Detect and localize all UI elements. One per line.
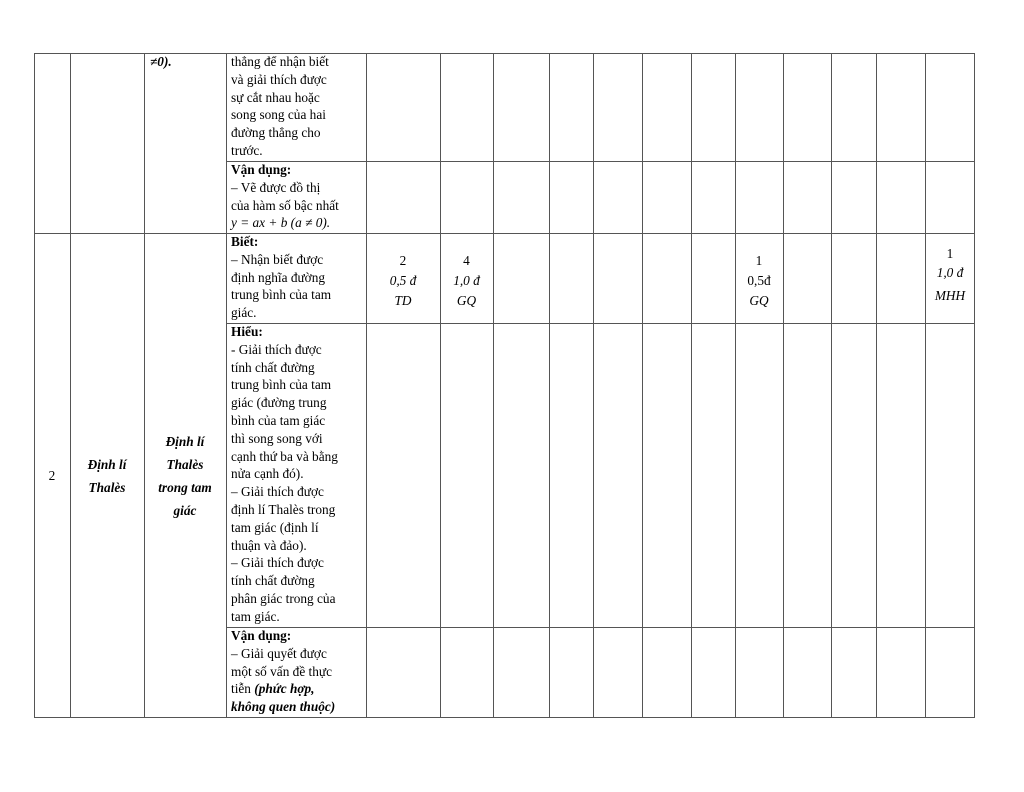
mark-code: MHH [934, 288, 966, 303]
desc-line: tam giác. [231, 608, 280, 624]
desc-line: phân giác trong của [231, 590, 336, 606]
mark-count: 1 [755, 253, 763, 268]
desc-line: định nghĩa đường [231, 269, 326, 285]
lesson-line: trong tam [158, 479, 212, 495]
mark-code: GQ [749, 293, 769, 308]
desc-line: giác. [231, 305, 257, 321]
desc-line: định lí Thalès trong [231, 501, 336, 517]
lesson-line: giác [173, 502, 197, 518]
desc-line: – Giải thích được [231, 555, 324, 571]
desc-line: của hàm số bậc nhất [231, 197, 339, 213]
level-heading: Biết: [231, 234, 259, 249]
desc-line: thuận và đảo). [231, 537, 307, 553]
desc-emphasis: không quen thuộc) [231, 699, 336, 715]
desc-line: giác (đường trung [231, 395, 327, 411]
level-heading: Vận dụng: [231, 162, 292, 177]
desc-line: nửa cạnh đó). [231, 466, 304, 482]
table-grid-lines [34, 53, 975, 718]
desc-line: thẳng để nhận biết [231, 54, 329, 69]
mark-count: 4 [463, 253, 470, 268]
lesson-line: Thalès [166, 456, 204, 472]
desc-line: và giải thích được [231, 71, 327, 87]
desc-line: song song của hai [231, 107, 326, 123]
desc-line: – Giải quyết được [231, 645, 327, 661]
desc-line: – Nhận biết được [231, 251, 324, 267]
matrix-table [34, 53, 975, 718]
level-heading: Hiểu: [231, 324, 263, 339]
mark-count: 2 [399, 253, 407, 268]
desc-line: bình của tam giác [231, 412, 326, 428]
desc-line: cạnh thứ ba và bằng [231, 448, 338, 464]
desc-line: – Giải thích được [231, 484, 324, 500]
desc-line: tiễn [231, 681, 251, 697]
mark-points: 1,0 đ [936, 265, 964, 280]
mark-count: 1 [946, 246, 954, 261]
row1-lesson-fragment: ≠0). [150, 54, 172, 69]
level-heading: Vận dụng: [231, 628, 292, 643]
mark-code: TD [394, 293, 412, 308]
desc-line: trung bình của tam [231, 377, 332, 393]
mark-points: 0,5đ [747, 273, 771, 288]
desc-line: tính chất đường [231, 573, 315, 589]
desc-line: - Giải thích được [231, 341, 322, 357]
desc-line: thì song song với [231, 430, 323, 446]
desc-line: một số vấn đề thực [231, 663, 333, 679]
chapter-line: Thalès [88, 479, 126, 495]
lesson-line: Định lí [165, 433, 205, 449]
mark-points: 1,0 đ [453, 273, 480, 288]
desc-line: đường thẳng cho [231, 125, 321, 141]
desc-line: trung bình của tam [231, 287, 332, 303]
desc-line: – Vẽ được đồ thị [231, 179, 321, 195]
stt-number: 2 [48, 467, 56, 483]
chapter-line: Định lí [87, 456, 127, 472]
desc-line: trước. [231, 142, 263, 158]
desc-emphasis: (phức hợp, [254, 681, 315, 697]
mark-code: GQ [456, 293, 477, 308]
mark-points: 0,5 đ [389, 273, 417, 288]
desc-line: tam giác (định lí [231, 519, 319, 535]
desc-line: sự cắt nhau hoặc [231, 89, 320, 105]
desc-line: tính chất đường [231, 359, 315, 375]
desc-line: y = ax + b (a ≠ 0). [231, 215, 331, 231]
